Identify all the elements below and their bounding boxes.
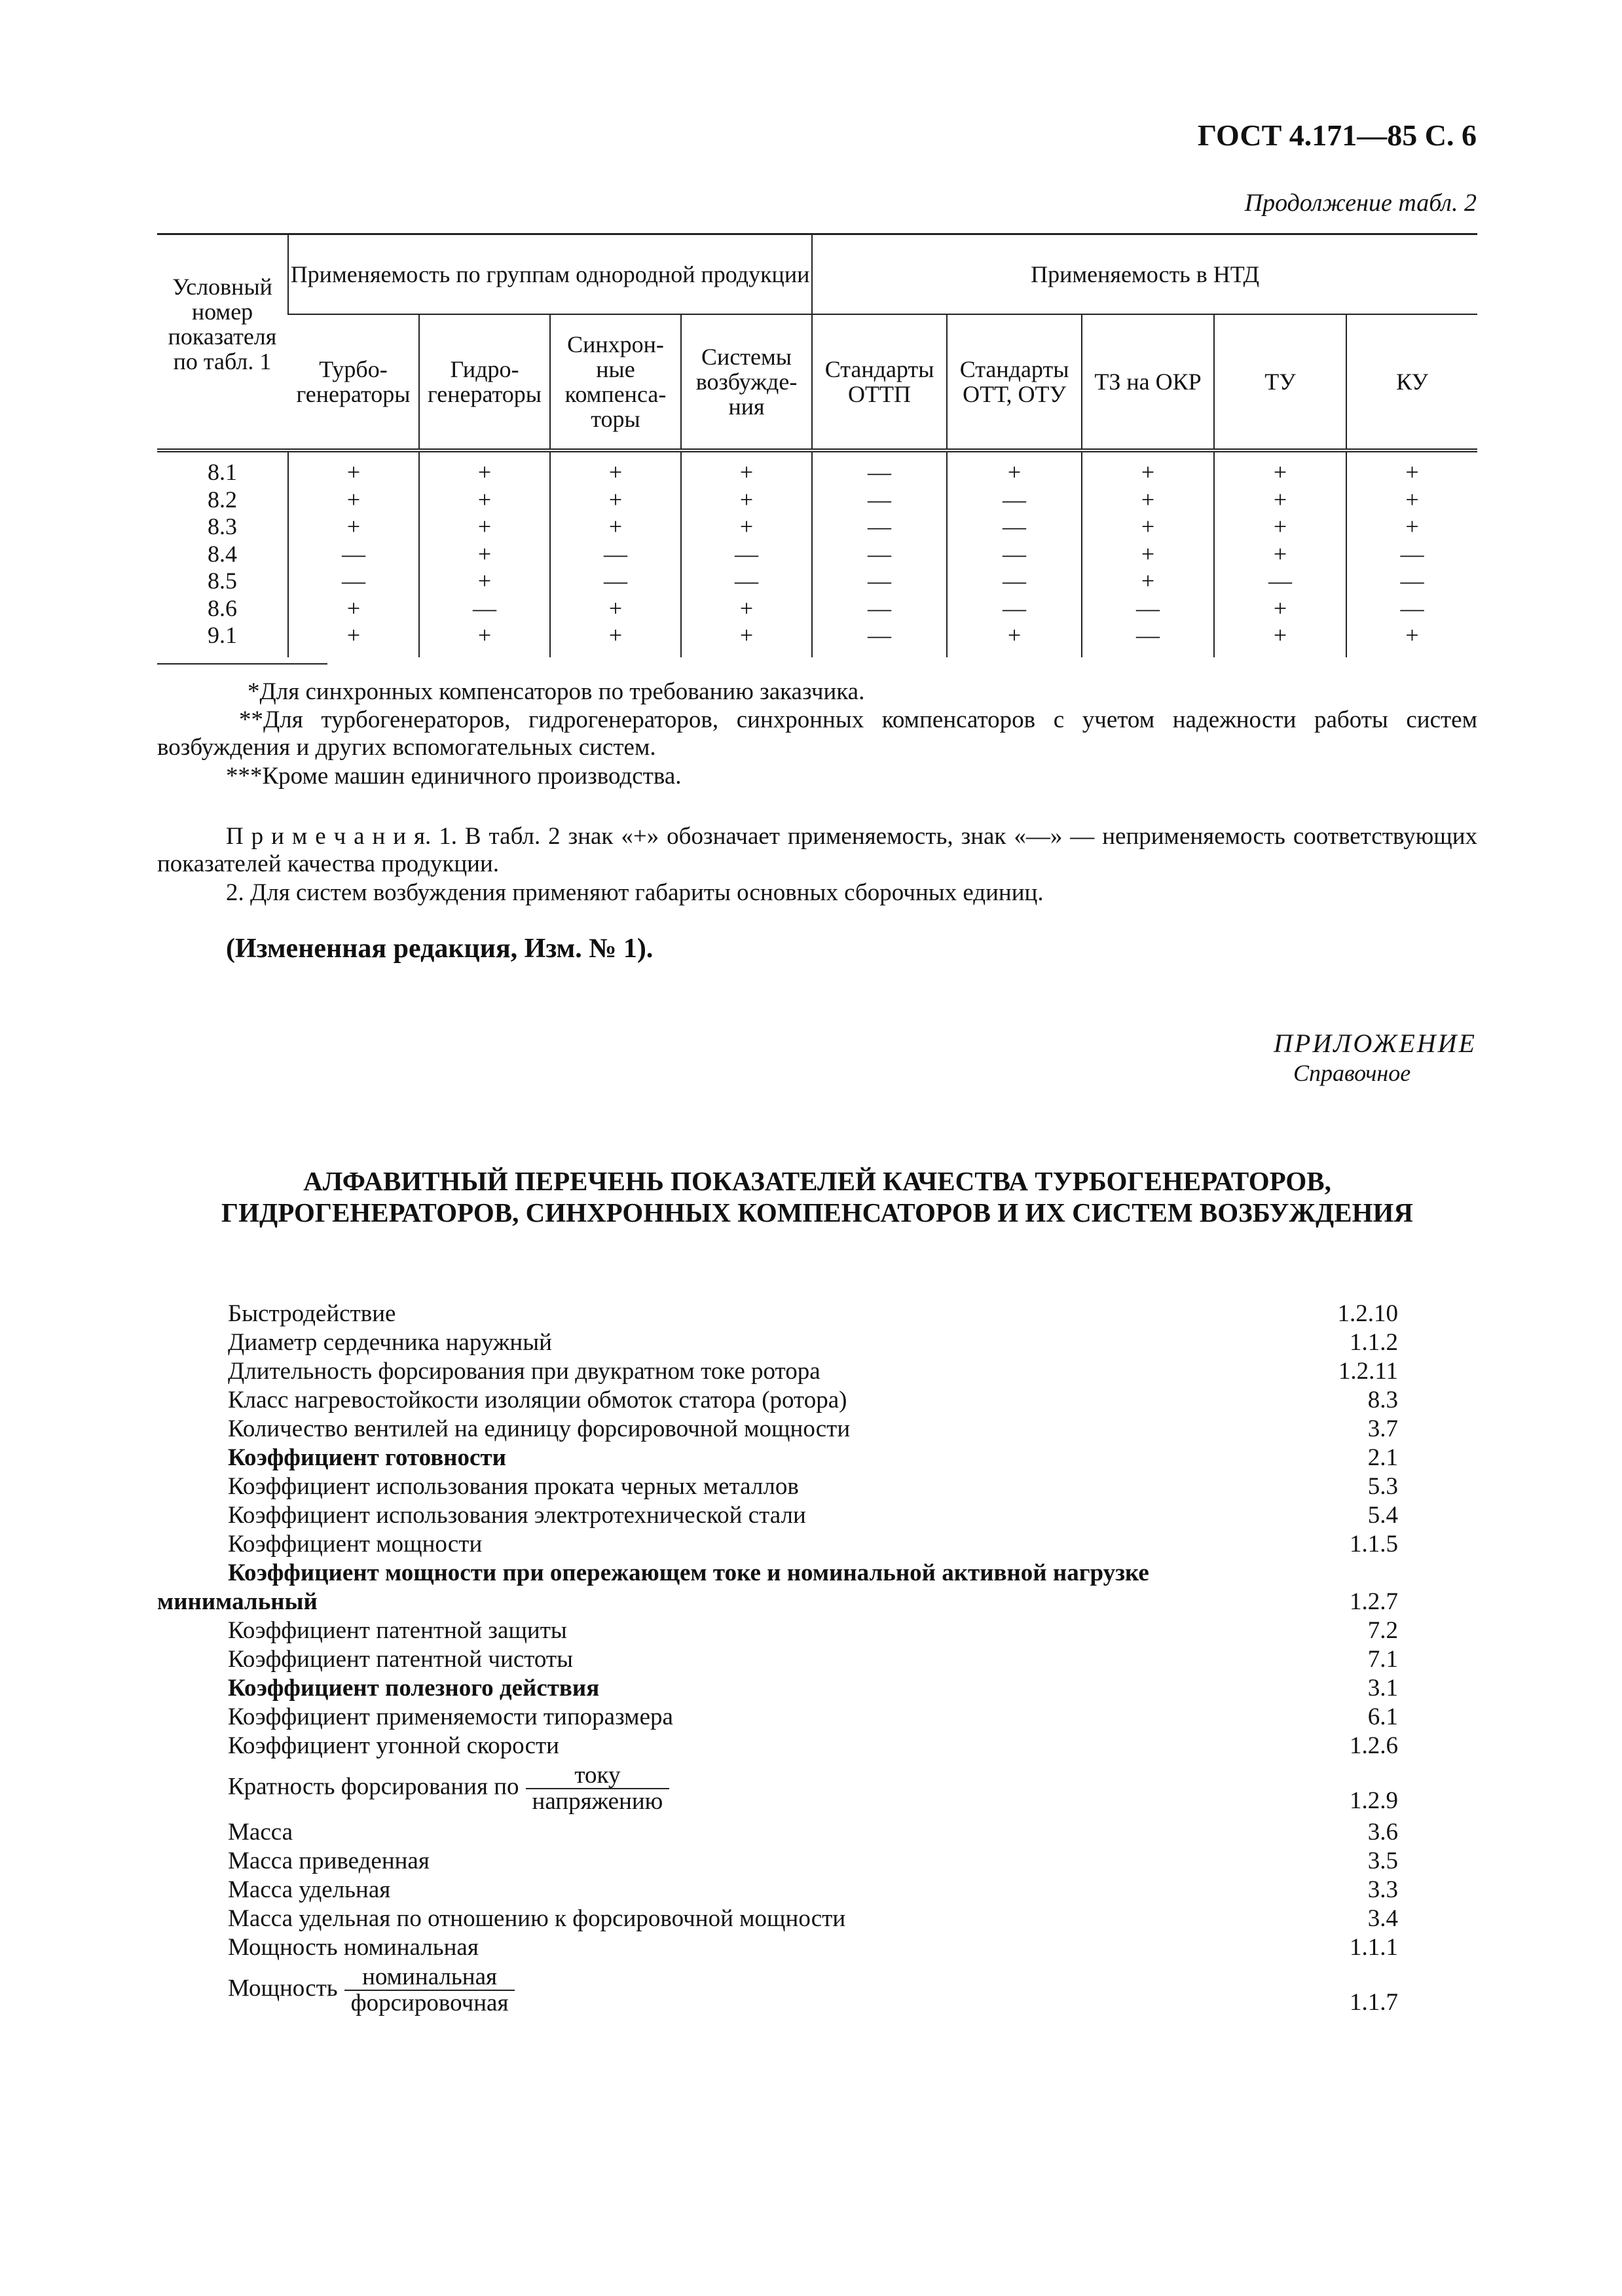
index-item-name: [157, 1357, 1254, 1386]
applicability-cell: —: [681, 541, 812, 568]
index-item-clause: 1.1.2: [1350, 1329, 1398, 1356]
index-item: [157, 1357, 1398, 1386]
index-item-text: Кратность форсирования по: [228, 1773, 519, 1800]
index-item: [157, 1559, 1398, 1616]
table-row: [157, 450, 1477, 486]
applicability-cell: —: [1346, 568, 1477, 595]
table-row: [157, 541, 1477, 568]
table-continuation-label: Продолжение табл. 2: [1244, 189, 1477, 217]
footnote-2: **Для турбогенераторов, гидрогенераторов, синхронных компенсаторов с учетом надежности работы систем возбуждения и других вспомогательных систем.: [157, 706, 1477, 761]
index-item-clause: 3.1: [1367, 1675, 1398, 1702]
col-header: ТУ: [1214, 314, 1346, 450]
applicability-cell: +: [1346, 513, 1477, 541]
applicability-cell: +: [288, 622, 419, 657]
fraction: [344, 1965, 515, 2016]
applicability-cell: +: [288, 513, 419, 541]
applicability-cell: +: [419, 513, 550, 541]
applicability-cell: +: [1214, 486, 1346, 514]
index-item-text: Масса удельная: [228, 1876, 391, 1903]
index-item-clause: 5.4: [1367, 1502, 1398, 1529]
applicability-cell: —: [288, 541, 419, 568]
cond-number-cell: 8.3: [208, 513, 237, 539]
index-item-text: Коэффициент применяемости типоразмера: [228, 1704, 673, 1730]
index-item-clause: 5.3: [1367, 1473, 1398, 1500]
applicability-table: [157, 233, 1477, 657]
note-1: [157, 823, 1477, 878]
applicability-cell: +: [681, 450, 812, 486]
applicability-cell: +: [419, 568, 550, 595]
appendix-type: Справочное: [1293, 1060, 1411, 1086]
index-item-text: Коэффициент использования проката черных металлов: [228, 1473, 799, 1500]
applicability-cell: +: [1082, 513, 1214, 541]
index-item: [157, 1616, 1398, 1645]
index-item: [157, 1904, 1398, 1933]
applicability-cell: —: [681, 568, 812, 595]
index-item-name: [157, 1703, 1254, 1732]
cond-number-cell: 8.1: [208, 459, 237, 485]
index-item-name: [157, 1763, 1254, 1814]
index-item-name: [157, 1965, 1254, 2016]
cond-number-cell: 8.2: [208, 486, 237, 513]
index-item-text: Диаметр сердечника наружный: [228, 1329, 552, 1356]
table-body: [157, 450, 1477, 657]
index-item-clause: 2.1: [1367, 1444, 1398, 1471]
index-item: [157, 1472, 1398, 1501]
applicability-cell: +: [681, 513, 812, 541]
applicability-cell: —: [812, 622, 947, 657]
index-item: [157, 1965, 1398, 2016]
col-header: Турбо-генераторы: [288, 314, 419, 450]
index-item-text: Коэффициент патентной защиты: [228, 1617, 567, 1644]
applicability-cell: +: [419, 486, 550, 514]
index-item: [157, 1328, 1398, 1357]
index-item-name: [157, 1818, 1254, 1847]
index-item: [157, 1847, 1398, 1876]
applicability-cell: +: [550, 595, 681, 623]
index-item: [157, 1732, 1398, 1760]
index-item-name: [157, 1559, 1254, 1616]
applicability-cell: —: [812, 595, 947, 623]
fraction-numerator: номинальная: [344, 1965, 515, 1991]
applicability-cell: +: [550, 513, 681, 541]
index-item: [157, 1876, 1398, 1904]
applicability-cell: +: [1346, 450, 1477, 486]
col-header: Синхрон-ные компенса-торы: [550, 314, 681, 450]
cond-number-cell: 8.5: [208, 568, 237, 594]
index-item: [157, 1933, 1398, 1962]
index-item-name: [157, 1328, 1254, 1357]
applicability-cell: +: [1214, 595, 1346, 623]
page-header: ГОСТ 4.171—85 С. 6: [1197, 118, 1477, 152]
cond-number-cell: 8.4: [208, 540, 237, 567]
index-item: [157, 1386, 1398, 1415]
applicability-cell: +: [419, 622, 550, 657]
index-item-text: Коэффициент мощности при опережающем токе и номинальной активной нагрузке минимальный: [157, 1559, 1149, 1615]
index-item: [157, 1444, 1398, 1472]
index-list: [157, 1300, 1398, 2020]
index-item-text: Мощность: [228, 1975, 338, 2002]
applicability-cell: +: [1214, 622, 1346, 657]
applicability-cell: +: [1214, 513, 1346, 541]
index-item-text: Масса: [228, 1819, 293, 1846]
index-item-name: [157, 1645, 1254, 1674]
cond-number-cell: 8.6: [208, 594, 237, 621]
applicability-cell: —: [812, 513, 947, 541]
index-item-clause: 1.1.1: [1350, 1934, 1398, 1961]
applicability-cell: —: [1346, 541, 1477, 568]
table-row: [157, 486, 1477, 514]
index-item-text: Коэффициент мощности: [228, 1531, 483, 1558]
col-header: Системы возбужде-ния: [681, 314, 812, 450]
fraction: [526, 1763, 670, 1814]
applicability-cell: —: [288, 568, 419, 595]
index-item-name: [157, 1904, 1254, 1933]
index-item-name: [157, 1501, 1254, 1530]
index-item: [157, 1703, 1398, 1732]
cond-number-cell: 9.1: [208, 622, 237, 648]
applicability-cell: +: [681, 622, 812, 657]
index-item-text: Класс нагревостойкости изоляции обмоток статора (ротора): [228, 1387, 847, 1413]
footnote-rule: [157, 663, 327, 665]
col-header: ТЗ на ОКР: [1082, 314, 1214, 450]
fraction-numerator: току: [526, 1763, 670, 1789]
notes-label: П р и м е ч а н и я.: [226, 823, 432, 850]
applicability-cell: +: [947, 450, 1082, 486]
index-item-clause: 3.6: [1367, 1819, 1398, 1846]
applicability-cell: +: [550, 450, 681, 486]
ntd-header: Применяемость в НТД: [812, 234, 1477, 315]
index-item-clause: 6.1: [1367, 1704, 1398, 1730]
index-item-clause: 1.2.10: [1337, 1300, 1398, 1327]
index-item: [157, 1530, 1398, 1559]
applicability-cell: +: [1082, 568, 1214, 595]
index-item-text: Коэффициент полезного действия: [228, 1675, 600, 1702]
applicability-cell: —: [947, 486, 1082, 514]
footnote-3: ***Кроме машин единичного производства.: [226, 763, 682, 790]
applicability-cell: +: [681, 595, 812, 623]
index-item: [157, 1415, 1398, 1444]
index-item-text: Масса удельная по отношению к форсировочной мощности: [228, 1905, 846, 1932]
product-group-header: Применяемость по группам однородной продукции: [288, 234, 812, 315]
applicability-cell: +: [419, 541, 550, 568]
index-item-clause: 3.5: [1367, 1848, 1398, 1874]
applicability-cell: —: [812, 486, 947, 514]
applicability-cell: —: [1346, 595, 1477, 623]
index-item-clause: 3.4: [1367, 1905, 1398, 1932]
index-item-name: [157, 1300, 1254, 1328]
applicability-cell: +: [1214, 541, 1346, 568]
applicability-cell: +: [1214, 450, 1346, 486]
applicability-cell: —: [419, 595, 550, 623]
applicability-cell: +: [681, 486, 812, 514]
index-item-name: [157, 1876, 1254, 1904]
index-item-name: [157, 1530, 1254, 1559]
index-item-clause: 1.2.7: [1350, 1588, 1398, 1615]
index-item-text: Количество вентилей на единицу форсировочной мощности: [228, 1415, 851, 1442]
col-header: Стандарты ОТТ, ОТУ: [947, 314, 1082, 450]
applicability-cell: +: [1082, 486, 1214, 514]
index-item-name: [157, 1415, 1254, 1444]
applicability-cell: +: [288, 486, 419, 514]
applicability-cell: +: [550, 622, 681, 657]
applicability-cell: —: [947, 541, 1082, 568]
applicability-cell: —: [550, 568, 681, 595]
index-item-text: Коэффициент патентной чистоты: [228, 1646, 573, 1673]
index-item-clause: 1.2.9: [1350, 1787, 1398, 1814]
index-item-clause: 1.2.6: [1350, 1732, 1398, 1759]
index-item-text: Масса приведенная: [228, 1848, 430, 1874]
index-item: [157, 1645, 1398, 1674]
index-item: [157, 1300, 1398, 1328]
applicability-cell: —: [947, 513, 1082, 541]
title-line-2: ГИДРОГЕНЕРАТОРОВ, СИНХРОННЫХ КОМПЕНСАТОРОВ И ИХ СИСТЕМ ВОЗБУЖДЕНИЯ: [221, 1197, 1413, 1228]
index-item-clause: 1.1.5: [1350, 1531, 1398, 1558]
index-item: [157, 1763, 1398, 1814]
table-row: [157, 513, 1477, 541]
applicability-cell: +: [1346, 622, 1477, 657]
index-item: [157, 1674, 1398, 1703]
applicability-cell: +: [1346, 486, 1477, 514]
index-item-name: [157, 1674, 1254, 1703]
fraction-denominator: форсировочная: [350, 1990, 509, 2016]
applicability-cell: +: [550, 486, 681, 514]
fraction-denominator: напряжению: [532, 1788, 663, 1815]
index-item-clause: 1.2.11: [1338, 1358, 1398, 1385]
applicability-cell: +: [288, 595, 419, 623]
table-row: [157, 595, 1477, 623]
applicability-cell: —: [550, 541, 681, 568]
index-item-text: Коэффициент готовности: [228, 1444, 506, 1471]
index-item-name: [157, 1933, 1254, 1962]
col-header: Стандарты ОТТП: [812, 314, 947, 450]
applicability-cell: —: [947, 568, 1082, 595]
index-item-name: [157, 1472, 1254, 1501]
index-item-clause: 1.1.7: [1350, 1989, 1398, 2016]
applicability-cell: +: [947, 622, 1082, 657]
col-header: Гидро-генераторы: [419, 314, 550, 450]
index-item-name: [157, 1847, 1254, 1876]
cond-number-header: Условный номер показателя по табл. 1: [157, 234, 288, 451]
index-item: [157, 1818, 1398, 1847]
appendix-label: ПРИЛОЖЕНИЕ: [1274, 1029, 1477, 1058]
applicability-cell: +: [1082, 450, 1214, 486]
applicability-cell: —: [947, 595, 1082, 623]
applicability-cell: +: [288, 450, 419, 486]
note-1-text: 1. В табл. 2 знак «+» обозначает применяемость, знак «—» — неприменяемость соответствующих показателей качества продукции.: [157, 823, 1478, 877]
index-item-name: [157, 1616, 1254, 1645]
appendix-title: [157, 1165, 1477, 1228]
applicability-cell: —: [812, 450, 947, 486]
table-row: [157, 622, 1477, 657]
applicability-cell: +: [1082, 541, 1214, 568]
index-item-text: Быстродействие: [228, 1300, 396, 1327]
applicability-cell: —: [812, 568, 947, 595]
table-row: [157, 568, 1477, 595]
footnote-1: *Для синхронных компенсаторов по требованию заказчика.: [248, 678, 865, 705]
index-item-clause: 3.7: [1367, 1415, 1398, 1442]
applicability-cell: —: [812, 541, 947, 568]
index-item-name: [157, 1386, 1254, 1415]
index-item-text: Мощность номинальная: [228, 1934, 479, 1961]
index-item-text: Длительность форсирования при двукратном токе ротора: [228, 1358, 820, 1385]
index-item: [157, 1501, 1398, 1530]
index-item-text: Коэффициент угонной скорости: [228, 1732, 559, 1759]
index-item-clause: 3.3: [1367, 1876, 1398, 1903]
applicability-cell: —: [1214, 568, 1346, 595]
amendment-note: (Измененная редакция, Изм. № 1).: [226, 934, 654, 964]
applicability-cell: —: [1082, 595, 1214, 623]
index-item-text: Коэффициент использования электротехнической стали: [228, 1502, 806, 1529]
col-header: КУ: [1346, 314, 1477, 450]
index-item-clause: 7.1: [1367, 1646, 1398, 1673]
index-item-name: [157, 1732, 1254, 1760]
note-2: 2. Для систем возбуждения применяют габариты основных сборочных единиц.: [226, 879, 1044, 906]
index-item-clause: 8.3: [1367, 1387, 1398, 1413]
index-item-name: [157, 1444, 1254, 1472]
applicability-cell: —: [1082, 622, 1214, 657]
index-item-clause: 7.2: [1367, 1617, 1398, 1644]
title-line-1: АЛФАВИТНЫЙ ПЕРЕЧЕНЬ ПОКАЗАТЕЛЕЙ КАЧЕСТВА ТУРБОГЕНЕРАТОРОВ,: [303, 1166, 1331, 1196]
applicability-cell: +: [419, 450, 550, 486]
